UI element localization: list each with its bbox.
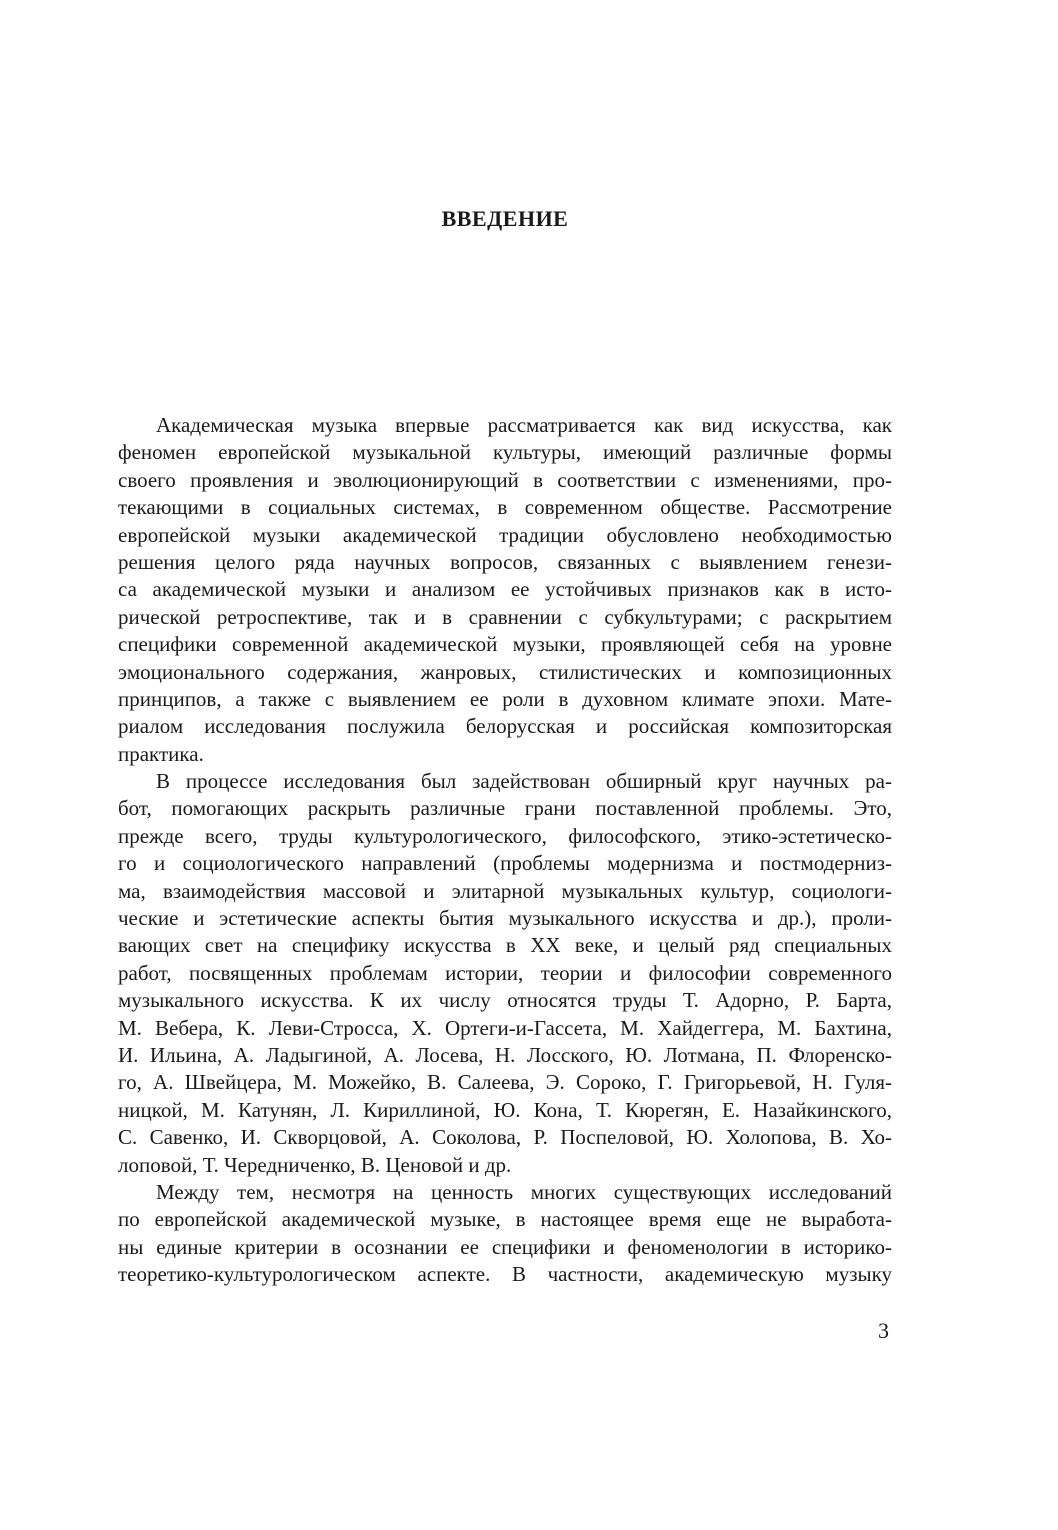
text-line: С. Савенко, И. Скворцовой, А. Соколова, Р. Поспеловой, Ю. Холопова, В. Хо- [118,1125,892,1150]
text-line: феномен европейской музыкальной культуры, имеющий различные формы [118,440,892,465]
text-line: музыкального искусства. К их числу относятся труды Т. Адорно, Р. Барта, [118,988,892,1013]
text-line: ны единые критерии в осознании ее специфики и феноменологии в историко- [118,1234,892,1259]
text-line: практика. [118,741,204,766]
text-line: решения целого ряда научных вопросов, связанных с выявлением генези- [118,549,892,574]
text-line: го и социологического направлений (проблемы модернизма и постмодерниз- [118,851,892,876]
text-line: своего проявления и эволюционирующий в соответствии с изменениями, про- [118,467,892,492]
text-line: специфики современной академической музыки, проявляющей себя на уровне [118,632,892,657]
body-text [118,412,892,1289]
text-line: са академической музыки и анализом ее устойчивых признаков как в исто- [118,577,892,602]
text-line: эмоционального содержания, жанровых, стилистических и композиционных [118,659,892,684]
text-line: прежде всего, труды культурологического, философского, этико-эстетическо- [118,823,892,848]
text-line: го, А. Швейцера, М. Можейко, В. Салеева, Э. Сороко, Г. Григорьевой, Н. Гуля- [118,1070,892,1095]
text-line: вающих свет на специфику искусства в XX веке, и целый ряд специальных [118,933,892,958]
text-line: работ, посвященных проблемам истории, теории и философии современного [118,960,892,985]
text-line: риалом исследования послужила белорусская и российская композиторская [118,714,892,739]
text-line: Между тем, несмотря на ценность многих существующих исследований [156,1179,892,1204]
text-line: по европейской академической музыке, в настоящее время еще не выработа- [118,1207,892,1232]
text-line: лоповой, Т. Чередниченко, В. Ценовой и др. [118,1152,512,1177]
text-line: рической ретроспективе, так и в сравнении с субкультурами; с раскрытием [118,604,892,629]
text-line: принципов, а также с выявлением ее роли в духовном климате эпохи. Мате- [118,686,892,711]
text-line: ческие и эстетические аспекты бытия музыкального искусства и др.), проли- [118,906,892,931]
text-line: М. Вебера, К. Леви-Стросса, Х. Ортеги-и-Гассета, М. Хайдеггера, М. Бахтина, [118,1015,892,1040]
text-line: текающими в социальных системах, в современном обществе. Рассмотрение [118,495,892,520]
text-line: европейской музыки академической традиции обусловлено необходимостью [118,522,892,547]
chapter-heading: ВВЕДЕНИЕ [441,206,569,231]
page-number: 3 [878,1318,889,1343]
text-line: Академическая музыка впервые рассматривается как вид искусства, как [156,413,892,437]
text-line: бот, помогающих раскрыть различные грани поставленной проблемы. Это, [118,796,892,821]
text-line: ницкой, М. Катунян, Л. Кириллиной, Ю. Кона, Т. Кюрегян, Е. Назайкинского, [118,1097,892,1122]
text-line: ма, взаимодействия массовой и элитарной музыкальных культур, социологи- [118,878,892,903]
text-line: И. Ильина, А. Ладыгиной, А. Лосева, Н. Лосского, Ю. Лотмана, П. Флоренско- [118,1042,892,1067]
text-line: теоретико-культурологическом аспекте. В частности, академическую музыку [118,1262,892,1287]
text-line: В процессе исследования был задействован обширный круг научных ра- [156,769,892,794]
